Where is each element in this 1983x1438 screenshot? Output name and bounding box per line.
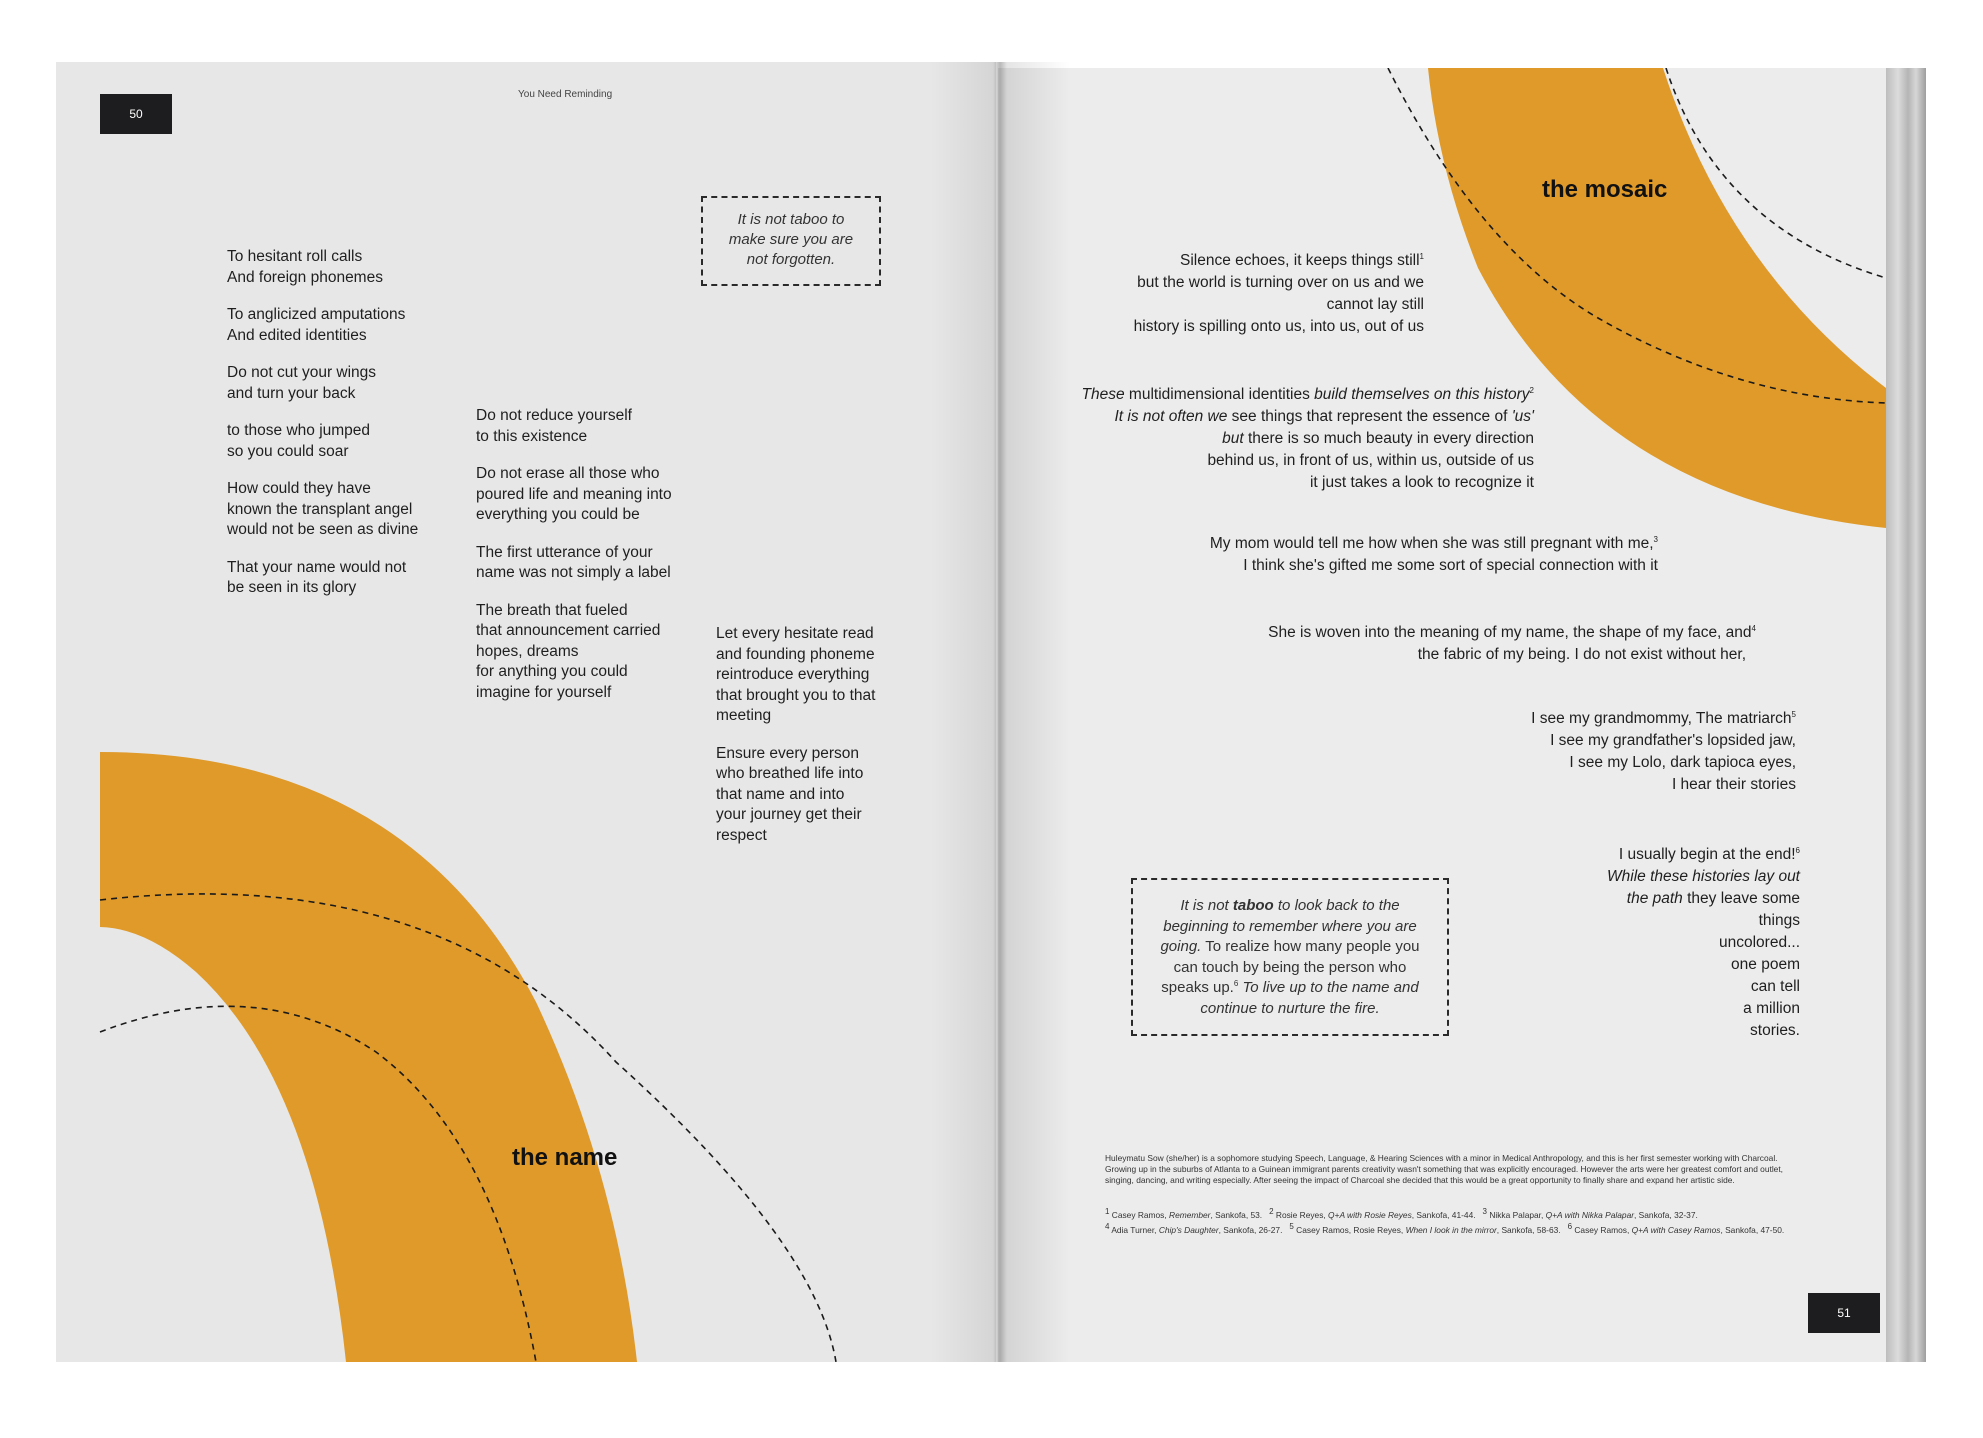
callout-fragment: To realize how many people you can touch by being the person who speaks up. [1161,938,1420,996]
section-title-the-name: the name [512,1144,618,1171]
verse-line: I hear their stories [1671,776,1796,793]
author-bio: Huleymatu Sow (she/her) is a sophomore studying Speech, Language, & Hearing Sciences with a minor in Medical Anthropology, and this is her first semester working with Charcoal. Growing up in the suburbs of Atlanta to a Guinean immigrant parents creativity wasn't something that was explicitly encouraged. However the arts were her greatest comfort and outlet, singing, dancing, and writing especially. After seeing the impact of Charcoal she decided that this would be a great opportunity to finally share and expand her artistic side. [1105,1153,1783,1185]
poem-column-2 [476,406,696,720]
verse-fragment: but [1222,430,1244,447]
footnote-ref: 6 [1795,845,1800,855]
footnote-title: Chip's Daughter [1158,1225,1219,1235]
footnote-ref: 4 [1751,623,1756,633]
footnote-text: Adia Turner, [1111,1225,1159,1235]
footnote-number: 3 [1482,1207,1487,1217]
footnote-ref: 2 [1529,385,1534,395]
stanza: That your name would not be seen in its glory [227,558,407,596]
page-number: 51 [1808,1293,1880,1333]
stanza: Ensure every person who breathed life into that name and into your journey get their respect [716,744,864,844]
footnote-text: , Sankofa, 41-44. [1411,1210,1476,1220]
stanza: How could they have known the transplant angel would not be seen as divine [227,480,419,538]
verse-fragment: These [1081,386,1125,403]
footnotes [1105,1208,1805,1238]
footnote-title: When I look in the mirror [1405,1225,1497,1235]
verse-line: My mom would tell me how when she was still pregnant with me, [1209,535,1654,552]
verse-fragment: there is so much beauty in every direction [1243,430,1534,447]
footnote-title: Q+A with Rosie Reyes [1328,1210,1412,1220]
footnote-text: , Sankofa, 47-50. [1720,1225,1785,1235]
footnote-number: 5 [1289,1222,1294,1232]
verse-block-4 [1268,622,1756,666]
verse-line: Silence echoes, it keeps things still [1180,252,1420,269]
footnotes-row [1105,1223,1805,1238]
callout-fragment: taboo [1232,897,1274,914]
verse-line: it just takes a look to recognize it [1309,474,1534,491]
poem-column-1 [227,247,447,616]
poem-column-3 [716,624,916,863]
stanza: The first utterance of your name was not simply a label [476,543,671,581]
callout-line: It is not taboo to [737,211,845,228]
section-title-the-mosaic: the mosaic [1542,176,1668,203]
verse-line: stories. [1750,1022,1800,1039]
stanza: Do not cut your wings and turn your back [227,364,377,402]
footnote-text: , Sankofa, 32-37. [1634,1210,1698,1220]
verse-fragment: multidimensional identities [1124,386,1315,403]
verse-block-2 [1082,384,1534,494]
footnote-number: 6 [1567,1222,1573,1232]
footnote-ref: 6 [1233,979,1239,988]
callout-fragment: It is not [1180,897,1233,914]
footnote-text: Casey Ramos, Rosie Reyes, [1296,1225,1406,1235]
verse-line: behind us, in front of us, within us, outside of us [1207,452,1534,469]
verse-line: one poem [1731,956,1800,973]
footnote-ref: 5 [1791,709,1796,719]
footnote-text: Rosie Reyes, [1275,1210,1329,1220]
stanza: To hesitant roll calls And foreign phonemes [227,248,383,286]
verse-line: history is spilling onto us, into us, out of us [1133,318,1424,335]
orange-arc-left [100,752,637,1362]
stanza: to those who jumped so you could soar [227,422,371,460]
verse-line: While these histories lay out [1607,868,1800,885]
footnote-text: Nikka Palapar, [1489,1210,1546,1220]
stanza: To anglicized amputations And edited identities [227,306,406,344]
verse-fragment: build themselves on this history [1314,386,1530,403]
stanza: The breath that fueled that announcement carried hopes, dreams for anything you could imagine for yourself [476,601,661,701]
stanza: Do not reduce yourself to this existence [476,407,632,445]
footnote-text: Casey Ramos, [1111,1210,1170,1220]
verse-line: the fabric of my being. I do not exist without her, [1417,646,1746,663]
verse-line: but the world is turning over on us and we [1137,274,1424,291]
footnote-title: Q+A with Nikka Palapar [1545,1210,1635,1220]
callout-fragment: to look back to the beginning to remember where you are going. [1160,897,1417,955]
footnote-ref: 3 [1653,534,1658,544]
verse-block-3 [1210,533,1658,577]
verse-fragment: see things that represent the essence of [1227,408,1512,425]
right-callout-box [1131,878,1449,1036]
footnote-number: 2 [1269,1207,1274,1217]
stanza: Let every hesitate read and founding phoneme reintroduce everything that brought you to that meeting [716,625,876,724]
footnote-text: Casey Ramos, [1574,1225,1632,1235]
verse-block-6 [1607,844,1800,1042]
verse-line: She is woven into the meaning of my name, the shape of my face, and [1268,624,1752,641]
footnote-title: Remember [1169,1210,1211,1220]
verse-fragment: It is not often we [1114,408,1228,425]
footnote-text: , Sankofa, 53. [1210,1210,1263,1220]
verse-line: I think she's gifted me some sort of special connection with it [1243,557,1658,574]
verse-fragment: they leave some [1682,890,1800,907]
footnote-ref: 1 [1419,251,1424,261]
verse-block-1 [1134,250,1424,338]
callout-line: not forgotten. [746,251,836,268]
left-callout-box [701,196,881,286]
running-title: You Need Reminding [518,89,613,100]
page-edges [1886,68,1926,1362]
verse-line: I usually begin at the end! [1618,846,1796,863]
callout-fragment: To live up to the name and continue to nurture the fire. [1200,979,1419,1017]
verse-line: things [1758,912,1800,929]
verse-line: I see my grandfather's lopsided jaw, [1550,732,1796,749]
footnote-title: Q+A with Casey Ramos [1631,1225,1721,1235]
verse-line: cannot lay still [1326,296,1424,313]
verse-line: I see my grandmommy, The matriarch [1531,710,1792,727]
verse-line: I see my Lolo, dark tapioca eyes, [1569,754,1796,771]
footnote-text: , Sankofa, 58-63. [1496,1225,1561,1235]
callout-line: make sure you are [728,231,854,248]
left-page [56,62,996,1362]
verse-line: can tell [1750,978,1800,995]
footnote-number: 1 [1105,1207,1110,1217]
page-number: 50 [100,94,172,134]
verse-line: uncolored... [1719,934,1800,951]
verse-line: a million [1743,1000,1800,1017]
stanza: Do not erase all those who poured life and meaning into everything you could be [476,465,672,523]
footnotes-row [1105,1208,1805,1223]
verse-fragment: the path [1626,890,1683,907]
footnote-number: 4 [1105,1222,1110,1232]
verse-fragment: 'us' [1511,408,1534,425]
right-page [998,68,1886,1362]
verse-block-5 [1531,708,1796,796]
footnote-text: , Sankofa, 26-27. [1218,1225,1283,1235]
